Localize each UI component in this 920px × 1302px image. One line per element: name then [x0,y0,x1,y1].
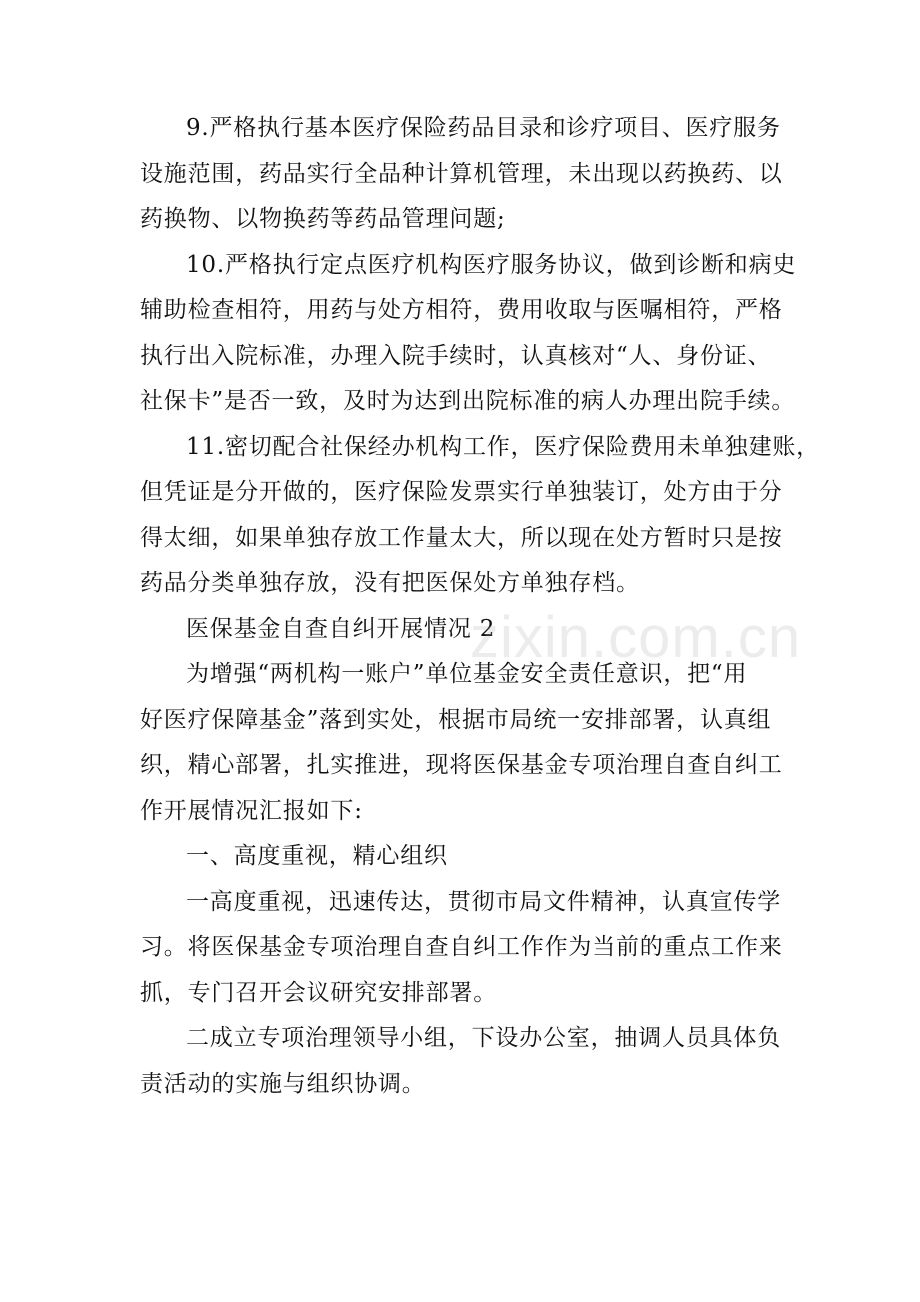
text-line: 一高度重视，迅速传达，贯彻市局文件精神，认真宣传学 [186,888,781,915]
text-line: 为增强“两机构一账户”单位基金安全责任意识，把“用 [186,661,748,687]
watermark: zixin.com.cn [470,605,802,670]
paragraph-point-1 [140,880,790,1017]
text-line: 作开展情况汇报如下: [140,797,363,824]
text-line: 9.严格执行基本医疗保险药品目录和诊疗项目、医疗服务 [186,115,781,141]
paragraph-item-10 [140,243,797,425]
text-line: 得太细，如果单独存放工作量太大，所以现在处方暂时只是按 [140,524,783,551]
text-line: 织，精心部署，扎实推进，现将医保基金专项治理自查自纠工 [140,752,783,778]
heading-1 [140,834,790,880]
text-line: 执行出入院标准，办理入院手续时，认真核对“人、身份证、 [140,342,772,369]
text-line: 但凭证是分开做的，医疗保险发票实行单独装订，处方由于分 [140,479,783,505]
text-line: 习。将医保基金专项治理自查自纠工作作为当前的重点工作来 [140,934,783,960]
text-line: 辅助检查相符，用药与处方相符，费用收取与医嘱相符，严格 [140,297,783,323]
text-line: 11.密切配合社保经办机构工作，医疗保险费用未单独建账， [186,433,820,460]
paragraph-item-9 [140,106,790,243]
text-line: 药品分类单独存放，没有把医保处方单独存档。 [140,570,640,596]
paragraph-intro [140,652,790,834]
section-title [140,607,790,653]
text-line: 二成立专项治理领导小组，下设办公室，抽调人员具体负 [186,1025,781,1051]
text-line: 责活动的实施与组织协调。 [140,1070,426,1097]
heading-1-text: 一、高度重视，精心组织 [186,843,448,869]
text-line: 药换物、以物换药等药品管理问题; [140,206,506,232]
text-line: 10.严格执行定点医疗机构医疗服务协议，做到诊断和病史 [186,251,797,278]
text-line: 设施范围，药品实行全品种计算机管理，未出现以药换药、以 [140,160,783,187]
text-line: 好医疗保障基金”落到实处，根据市局统一安排部署，认真组 [140,706,772,733]
section-title-text: 医保基金自查自纠开展情况 2 [186,615,496,642]
paragraph-point-2 [140,1016,790,1107]
document-body [140,106,820,1107]
text-line: 社保卡”是否一致，及时为达到出院标准的病人办理出院手续。 [140,388,796,414]
text-line: 抓，专门召开会议研究安排部署。 [140,979,497,1006]
paragraph-item-11 [140,425,820,607]
